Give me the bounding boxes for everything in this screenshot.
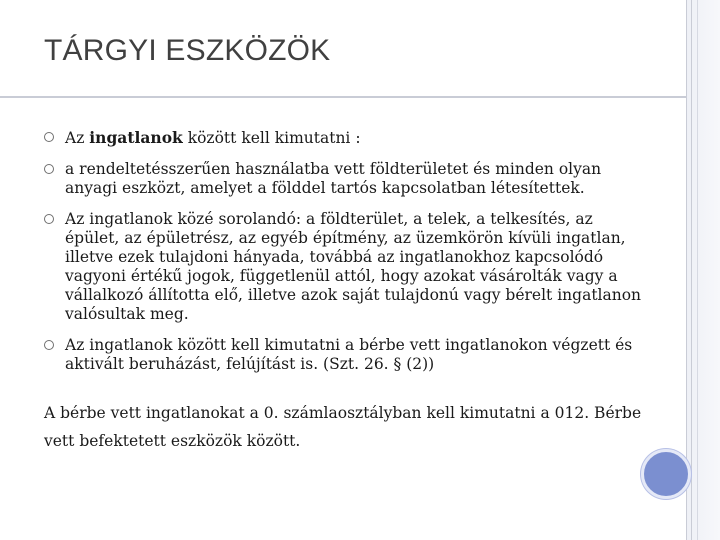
- title-divider: [0, 96, 686, 98]
- bullet-circle-icon: [44, 340, 54, 350]
- bullet-item: [44, 210, 644, 324]
- bullet-text-bold: ingatlanok: [89, 128, 183, 147]
- bullet-circle-icon: [44, 214, 54, 224]
- footnote-paragraph: A bérbe vett ingatlanokat a 0. számlaosztályban kell kimutatni a 012. Bérbe vett befektetett eszközök között.: [44, 404, 642, 450]
- bullet-circle-icon: [44, 164, 54, 174]
- bullet-item: [44, 160, 644, 198]
- decor-circle: [641, 449, 691, 499]
- bullet-list: [44, 128, 644, 386]
- bullet-text: Az ingatlanok között kell kimutatni a bérbe vett ingatlanokon végzett és aktivált beruházást, felújítást is. (Szt. 26. § (2)): [65, 336, 633, 373]
- bullet-circle-icon: [44, 132, 54, 142]
- bullet-text: Az ingatlanok közé sorolandó: a földterület, a telek, a telkesítés, az épület, az épületrész, az egyéb építmény, az üzemkörön kívüli ingatlan, illetve ezek tulajdoni hányada, továbbá az ingatlanokhoz kapcsolódó vagyoni értékű jogok, függetlenül attól, hogy azokat vásárolták vagy a vállalkozó állította elő, illetve azok saját tulajdonú vagy bérelt ingatlanon valósultak meg.: [65, 210, 642, 323]
- bullet-item: [44, 336, 644, 374]
- bullet-text-suffix: között kell kimutatni :: [182, 129, 361, 147]
- decor-line: [697, 0, 698, 540]
- bullet-text: a rendeltetésszerűen használatba vett földterületet és minden olyan anyagi eszközt, amelyet a földdel tartós kapcsolatban létesítettek.: [65, 160, 602, 197]
- decor-line: [691, 0, 692, 540]
- bullet-text-prefix: Az: [65, 129, 90, 147]
- slide-title: TÁRGYI ESZKÖZÖK: [44, 34, 331, 67]
- bullet-item: [44, 128, 644, 148]
